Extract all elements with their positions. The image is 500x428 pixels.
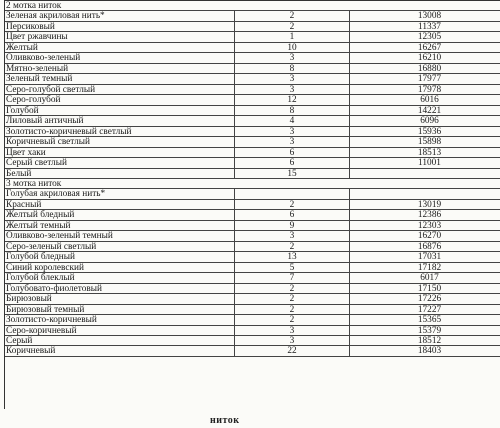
code-cell: 17226 bbox=[417, 294, 442, 305]
color-name-cell: Мятно-зеленый bbox=[5, 64, 235, 73]
quantity-cell: 3 bbox=[235, 231, 350, 240]
code-cell: 12386 bbox=[417, 210, 442, 221]
code-cell: 16880 bbox=[417, 63, 442, 74]
color-name-cell: Желтый темный bbox=[5, 221, 235, 230]
color-name-cell: Персиковый bbox=[5, 22, 235, 31]
quantity-cell: 2 bbox=[235, 315, 350, 324]
quantity-cell: 2 bbox=[235, 200, 350, 209]
table-row bbox=[5, 346, 500, 356]
table-row bbox=[5, 127, 500, 137]
color-name-cell: Золотисто-коричневый светлый bbox=[5, 127, 235, 136]
color-name-cell: Голубая акриловая нить* bbox=[5, 189, 235, 198]
quantity-cell: 6 bbox=[235, 148, 350, 157]
table-row bbox=[5, 231, 500, 241]
color-name-cell: Бирюзовый темный bbox=[5, 305, 235, 314]
table-row bbox=[5, 116, 500, 126]
quantity-cell: 2 bbox=[235, 242, 350, 251]
section-title: 2 мотка ниток bbox=[6, 1, 62, 11]
code-cell: 15379 bbox=[417, 325, 442, 336]
code-cell: 18513 bbox=[417, 147, 442, 158]
table-row bbox=[5, 64, 500, 74]
table-row bbox=[5, 305, 500, 315]
code-cell: 16270 bbox=[417, 231, 442, 242]
color-name-cell: Оливково-зеленый bbox=[5, 53, 235, 62]
quantity-cell: 5 bbox=[235, 263, 350, 272]
quantity-cell: 3 bbox=[235, 74, 350, 83]
table-row bbox=[5, 189, 500, 199]
color-name-cell: Коричневый bbox=[5, 346, 235, 355]
code-cell: 12305 bbox=[417, 32, 442, 43]
table-row bbox=[5, 315, 500, 325]
code-cell: 17227 bbox=[417, 304, 442, 315]
table-row bbox=[5, 169, 500, 179]
table-row bbox=[5, 32, 500, 42]
code-cell: 11001 bbox=[418, 158, 441, 169]
footer-text: ниток bbox=[210, 415, 240, 426]
section-header-row bbox=[5, 179, 500, 189]
color-name-cell: Голубой бледный bbox=[5, 252, 235, 261]
color-name-cell: Бирюзовый bbox=[5, 294, 235, 303]
quantity-cell: 3 bbox=[235, 53, 350, 62]
color-name-cell: Лиловый античный bbox=[5, 116, 235, 125]
section-header-row bbox=[5, 1, 500, 11]
table-row bbox=[5, 43, 500, 53]
quantity-cell: 9 bbox=[235, 221, 350, 230]
quantity-cell: 1 bbox=[235, 32, 350, 41]
code-cell: 17031 bbox=[417, 252, 442, 263]
section-title: 3 мотка ниток bbox=[6, 178, 62, 189]
color-name-cell: Желтый бледный bbox=[5, 210, 235, 219]
code-cell: 17150 bbox=[417, 283, 442, 294]
color-name-cell: Цвет хаки bbox=[5, 148, 235, 157]
quantity-cell: 15 bbox=[235, 169, 350, 178]
color-name-cell: Серо-зеленый светлый bbox=[5, 242, 235, 251]
quantity-cell: 8 bbox=[235, 106, 350, 115]
code-cell: 18403 bbox=[417, 346, 442, 357]
code-cell: 15898 bbox=[417, 137, 442, 148]
quantity-cell bbox=[235, 189, 350, 198]
color-name-cell: Зеленая акриловая нить* bbox=[5, 11, 235, 20]
quantity-cell: 2 bbox=[235, 11, 350, 20]
table-row bbox=[5, 326, 500, 336]
code-cell bbox=[350, 169, 500, 178]
color-name-cell: Коричневый светлый bbox=[5, 137, 235, 146]
quantity-cell: 12 bbox=[235, 95, 350, 104]
code-cell: 17978 bbox=[417, 84, 442, 95]
code-cell: 14221 bbox=[417, 105, 442, 116]
quantity-cell: 2 bbox=[235, 22, 350, 31]
color-name-cell: Серо-коричневый bbox=[5, 326, 235, 335]
quantity-cell: 7 bbox=[235, 273, 350, 282]
color-name-cell: Синий королевский bbox=[5, 263, 235, 272]
code-cell: 17182 bbox=[417, 262, 442, 273]
code-cell: 15365 bbox=[417, 315, 442, 326]
code-cell: 6017 bbox=[420, 273, 439, 284]
quantity-cell: 10 bbox=[235, 43, 350, 52]
table-row bbox=[5, 74, 500, 84]
table-row bbox=[5, 22, 500, 32]
quantity-cell: 4 bbox=[235, 116, 350, 125]
table-row bbox=[5, 95, 500, 105]
color-name-cell: Серо-голубой светлый bbox=[5, 85, 235, 94]
color-name-cell: Белый bbox=[5, 169, 235, 178]
table-row bbox=[5, 252, 500, 262]
quantity-cell: 3 bbox=[235, 336, 350, 345]
table-row bbox=[5, 336, 500, 346]
table-row bbox=[5, 263, 500, 273]
thread-table bbox=[4, 0, 500, 409]
quantity-cell: 8 bbox=[235, 64, 350, 73]
quantity-cell: 6 bbox=[235, 158, 350, 167]
color-name-cell: Серый bbox=[5, 336, 235, 345]
table-row bbox=[5, 85, 500, 95]
table-row bbox=[5, 158, 500, 168]
code-cell: 16210 bbox=[417, 53, 442, 64]
code-cell: 12303 bbox=[417, 220, 442, 231]
quantity-cell: 6 bbox=[235, 210, 350, 219]
table-row bbox=[5, 106, 500, 116]
code-cell: 6016 bbox=[420, 95, 439, 106]
quantity-cell: 3 bbox=[235, 137, 350, 146]
table-row bbox=[5, 242, 500, 252]
table-row bbox=[5, 200, 500, 210]
table-row bbox=[5, 294, 500, 304]
color-name-cell: Голубовато-фиолетовый bbox=[5, 284, 235, 293]
table-row bbox=[5, 210, 500, 220]
code-cell: 16876 bbox=[417, 241, 442, 252]
quantity-cell: 22 bbox=[235, 346, 350, 355]
color-name-cell: Цвет ржавчины bbox=[5, 32, 235, 41]
quantity-cell: 2 bbox=[235, 284, 350, 293]
code-cell: 6096 bbox=[420, 116, 439, 127]
code-cell: 13008 bbox=[417, 11, 442, 22]
quantity-cell: 2 bbox=[235, 305, 350, 314]
quantity-cell: 3 bbox=[235, 127, 350, 136]
table-row bbox=[5, 221, 500, 231]
color-name-cell: Красный bbox=[5, 200, 235, 209]
table-row bbox=[5, 284, 500, 294]
color-name-cell: Серый светлый bbox=[5, 158, 235, 167]
code-cell: 16267 bbox=[417, 42, 442, 53]
color-name-cell: Желтый bbox=[5, 43, 235, 52]
code-cell: 11337 bbox=[418, 21, 441, 32]
color-name-cell: Голубой bbox=[5, 106, 235, 115]
code-cell bbox=[350, 189, 500, 198]
quantity-cell: 13 bbox=[235, 252, 350, 261]
color-name-cell: Серо-голубой bbox=[5, 95, 235, 104]
quantity-cell: 3 bbox=[235, 85, 350, 94]
table-row bbox=[5, 273, 500, 283]
quantity-cell: 3 bbox=[235, 326, 350, 335]
color-name-cell: Золотисто-коричневый bbox=[5, 315, 235, 324]
code-cell: 13019 bbox=[417, 199, 442, 210]
quantity-cell: 2 bbox=[235, 294, 350, 303]
color-name-cell: Голубой блеклый bbox=[5, 273, 235, 282]
table-row bbox=[5, 53, 500, 63]
table-row bbox=[5, 148, 500, 158]
code-cell: 17977 bbox=[417, 74, 442, 85]
code-cell: 15936 bbox=[417, 126, 442, 137]
code-cell: 18512 bbox=[417, 336, 442, 346]
color-name-cell: Оливково-зеленый темный bbox=[5, 231, 235, 240]
color-name-cell: Зеленый темный bbox=[5, 74, 235, 83]
table-row bbox=[5, 137, 500, 147]
table-row bbox=[5, 11, 500, 21]
